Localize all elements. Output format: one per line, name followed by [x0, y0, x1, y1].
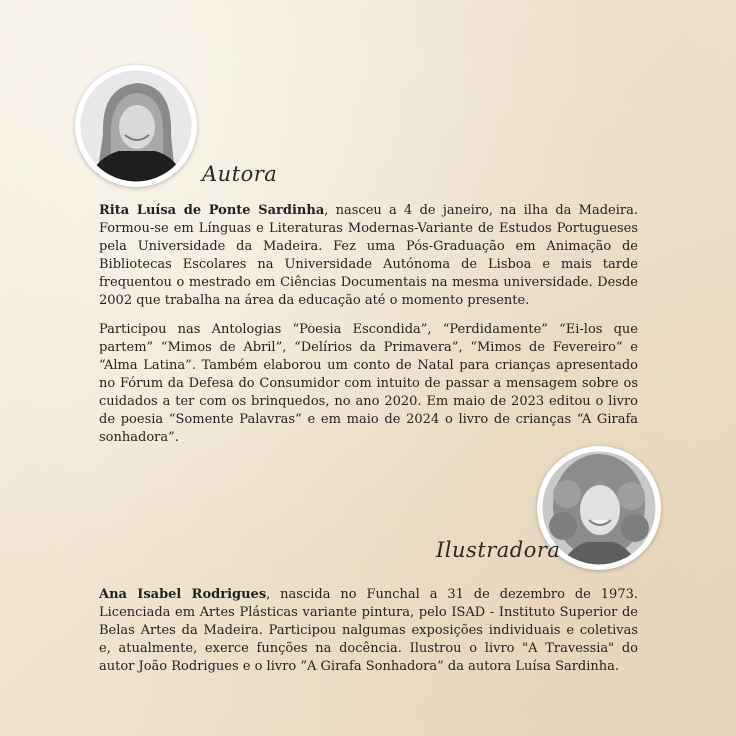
- illustrator-heading: Ilustradora: [436, 538, 561, 562]
- illustrator-bio-text: , nascida no Funchal a 31 de dezembro de 1973. Licenciada em Artes Plásticas variante pintura, pelo ISAD - Instituto Superior de Belas Artes da Madeira. Participou nalgumas exposições individuais e coletivas e, atualmente, exerce funções na docência. Ilustrou o livro "A Travessia" do autor João Rodrigues e o livro ”A Girafa Sonhadora” da autora Luísa Sardinha.: [99, 587, 638, 674]
- illustrator-bio-paragraph: [99, 586, 638, 676]
- author-bio-text: , nasceu a 4 de janeiro, na ilha da Madeira. Formou-se em Línguas e Literaturas Modernas-Variante de Estudos Portugueses pela Universidade da Madeira. Fez uma Pós-Graduação em Animação de Bibliotecas Escolares na Universidade Autónoma de Lisboa e mais tarde frequentou o mestrado em Ciências Documentais na mesma universidade. Desde 2002 que trabalha na área da educação até o momento presente.: [99, 203, 638, 308]
- author-heading: Autora: [202, 162, 278, 186]
- author-bio-paragraph: [99, 202, 638, 310]
- author-name: Rita Luísa de Ponte Sardinha: [99, 203, 325, 218]
- illustrator-name: Ana Isabel Rodrigues: [99, 587, 267, 602]
- author-works-paragraph: Participou nas Antologias “Poesia Escondida”, “Perdidamente” “Ei-los que partem” “Mimos de Abril”, “Delírios da Primavera”, “Mimos de Fevereiro“ e “Alma Latina”. Também elaborou um conto de Natal para crianças apresentado no Fórum da Defesa do Consumidor com intuito de passar a mensagem sobre os cuidados a ter com os brinquedos, no ano 2020. Em maio de 2023 editou o livro de poesia “Somente Palavras” e em maio de 2024 o livro de crianças “A Girafa sonhadora”.: [99, 322, 638, 445]
- author-photo: [75, 65, 197, 187]
